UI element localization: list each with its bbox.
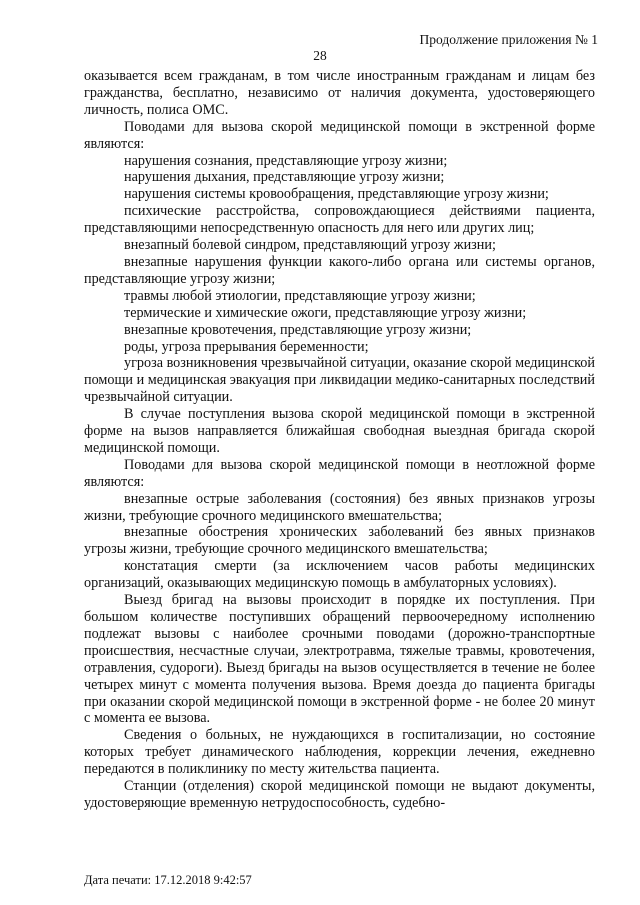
paragraph: внезапный болевой синдром, представляющий угрозу жизни; [124,237,496,254]
paragraph: роды, угроза прерывания беременности; [124,338,369,355]
paragraph: внезапные нарушения функции какого-либо органа или системы органов, представляющие угрозу жизни; [84,253,595,287]
paragraph: нарушения системы кровообращения, представляющие угрозу жизни; [124,186,549,203]
paragraph: психические расстройства, сопровождающиеся действиями пациента, представляющими непосредственную опасность для него или других лиц; [84,203,595,237]
paragraph: травмы любой этиологии, представляющие угрозу жизни; [124,287,476,304]
paragraph: Поводами для вызова скорой медицинской помощи в экстренной форме являются: [84,118,595,152]
paragraph: Сведения о больных, не нуждающихся в госпитализации, но состояние которых требует динамического наблюдения, коррекции лечения, ежедневно передаются в поликлинику по месту жительства пациента. [84,727,595,778]
paragraph: констатация смерти (за исключением часов работы медицинских организаций, оказывающих медицинскую помощь в амбулаторных условиях). [84,558,595,592]
document-body [84,68,595,812]
paragraph: угроза возникновения чрезвычайной ситуации, оказание скорой медицинской помощи и медицинская эвакуация при ликвидации медико-санитарных последствий чрезвычайной ситуации. [84,355,595,406]
paragraph: нарушения сознания, представляющие угрозу жизни; [124,152,448,169]
paragraph: внезапные обострения хронических заболеваний без явных признаков угрозы жизни, требующие срочного медицинского вмешательства; [84,524,595,558]
paragraph: В случае поступления вызова скорой медицинской помощи в экстренной форме на вызов направляется ближайшая свободная выездная бригада скорой медицинской помощи. [84,406,595,456]
paragraph: нарушения дыхания, представляющие угрозу жизни; [124,169,445,186]
print-date: Дата печати: 17.12.2018 9:42:57 [84,873,252,887]
paragraph: внезапные острые заболевания (состояния) без явных признаков угрозы жизни, требующие срочного медицинского вмешательства; [84,490,595,524]
paragraph: Выезд бригад на вызовы происходит в порядке их поступления. При большом количестве поступивших обращений первоочередному исполнению подлежат вызовы с наиболее срочными поводами (дорожно-транспортные происшествия, несчастные случаи, электротравма, тяжелые травмы, кровотечения, отравления, судороги). Выезд бригады на вызов осуществляется в течение не более четырех минут с момента получения вызова. Время доезда до пациента бригады при оказании скорой медицинской помощи в экстренной форме - не более 20 минут с момента ее вызова. [84,592,595,727]
paragraph: внезапные кровотечения, представляющие угрозу жизни; [124,321,472,338]
paragraph: Поводами для вызова скорой медицинской помощи в неотложной форме являются: [84,456,595,490]
paragraph: оказывается всем гражданам, в том числе иностранным гражданам и лицам без гражданства, бесплатно, независимо от наличия документа, удостоверяющего личность, полиса ОМС. [84,68,595,118]
paragraph: Станции (отделения) скорой медицинской помощи не выдают документы, удостоверяющие временную нетрудоспособность, судебно- [84,778,595,811]
page-number: 28 [313,48,327,63]
paragraph: термические и химические ожоги, представляющие угрозу жизни; [124,304,527,321]
continuation-note: Продолжение приложения № 1 [419,32,598,47]
